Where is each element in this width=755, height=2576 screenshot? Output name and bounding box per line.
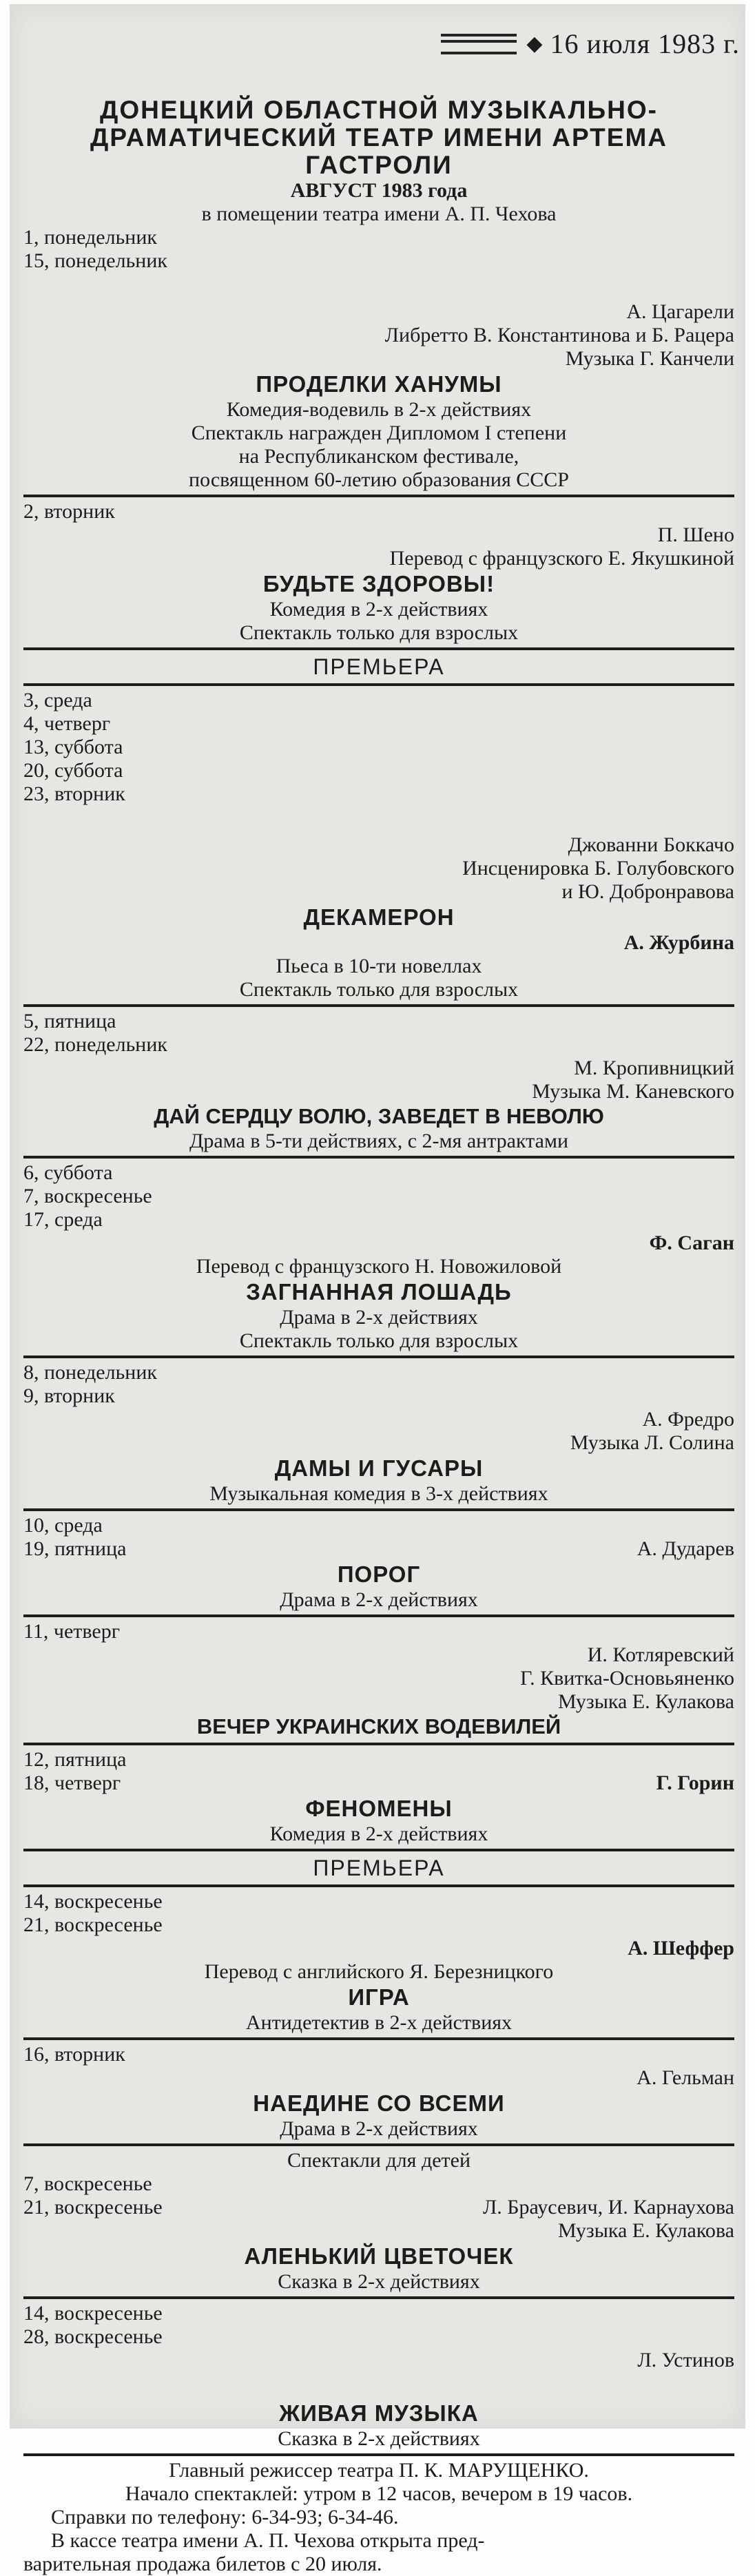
- show-title: ВЕЧЕР УКРАИНСКИХ ВОДЕВИЛЕЙ: [196, 1714, 561, 1738]
- show-author: Джованни Боккачо: [568, 833, 734, 856]
- show-date: 7, воскресенье: [23, 2172, 152, 2195]
- show-author: Л. Браусевич, И. Карнаухова: [482, 2196, 734, 2219]
- show-title: НАЕДИНЕ СО ВСЕМИ: [253, 2090, 505, 2116]
- section-divider: [23, 2143, 734, 2146]
- announcement: [23, 96, 734, 2576]
- show-genre: Комедия в 2-х действиях: [269, 598, 488, 621]
- show-author: А. Фредро: [642, 1408, 734, 1431]
- show-date: 9, вторник: [23, 1384, 115, 1407]
- phone-line: Справки по телефону: 6-34-93; 6-34-46.: [51, 2506, 399, 2528]
- show-date: 3, среда: [23, 689, 92, 711]
- show-author: М. Кропивницкий: [574, 1057, 734, 1079]
- section-divider: [23, 1355, 734, 1358]
- show-music: Музыка Л. Солина: [570, 1431, 734, 1454]
- show-title: ИГРА: [348, 1984, 410, 2010]
- show-date: 21, воскресенье: [23, 2196, 163, 2219]
- show-author: Л. Устинов: [637, 2349, 734, 2371]
- issue-date: 16 июля 1983 г.: [550, 28, 740, 59]
- show-adaptation: и Ю. Добронравова: [561, 880, 734, 903]
- show-author: А. Гельман: [637, 2066, 734, 2089]
- show-title: ПРОДЕЛКИ ХАНУМЫ: [256, 371, 502, 397]
- section-divider: [23, 1849, 734, 1851]
- show-date: 8, понедельник: [23, 1361, 157, 1384]
- show-date: 7, воскресенье: [23, 1185, 152, 1207]
- section-divider: [23, 1743, 734, 1745]
- show-libretto: Либретто В. Константинова и Б. Рацера: [384, 324, 734, 346]
- show-author: Г. Квитка-Основьяненко: [520, 1667, 734, 1690]
- show-author: И. Котляревский: [587, 1643, 734, 1666]
- show-author: А. Дударев: [637, 1537, 734, 1560]
- venue-text: в помещении театра имени А. П. Чехова: [201, 202, 557, 225]
- show-date: 10, среда: [23, 1514, 103, 1537]
- section-divider: [23, 1004, 734, 1007]
- show-author: А. Цагарели: [626, 300, 734, 323]
- show-note: Спектакль только для взрослых: [239, 1329, 519, 1352]
- show-date: 6, суббота: [23, 1161, 113, 1184]
- month-heading: АВГУСТ 1983 года: [290, 179, 468, 202]
- show-music: Музыка Е. Кулакова: [557, 1690, 734, 1713]
- tour-heading: ГАСТРОЛИ: [305, 151, 453, 179]
- theatre-name-line1: ДОНЕЦКИЙ ОБЛАСТНОЙ МУЗЫКАЛЬНО-: [100, 96, 658, 124]
- show-date: 1, понедельник: [23, 226, 157, 249]
- show-date: 18, четверг: [23, 1772, 121, 1794]
- show-title: ФЕНОМЕНЫ: [305, 1796, 453, 1821]
- show-music: Музыка Г. Канчели: [565, 347, 734, 370]
- show-genre: Драма в 5-ти действиях, с 2-мя антрактами: [189, 1130, 569, 1152]
- show-date: 17, среда: [23, 1208, 103, 1231]
- kids-shows-label: Спектакли для детей: [287, 2149, 471, 2172]
- section-divider: [23, 1508, 734, 1511]
- show-title: ПОРОГ: [337, 1561, 421, 1587]
- show-title: БУДЬТЕ ЗДОРОВЫ!: [262, 571, 495, 596]
- show-date: 12, пятница: [23, 1748, 127, 1771]
- section-divider: [23, 1614, 734, 1617]
- show-date: 22, понедельник: [23, 1033, 167, 1056]
- show-title: ЗАГНАННАЯ ЛОШАДЬ: [246, 1279, 512, 1305]
- show-date: 21, воскресенье: [23, 1913, 163, 1936]
- show-date: 16, вторник: [23, 2043, 125, 2066]
- section-divider: [23, 2296, 734, 2299]
- show-date: 23, вторник: [23, 782, 125, 805]
- show-genre: Музыкальная комедия в 3-х действиях: [209, 1482, 548, 1505]
- show-note: на Республиканском фестивале,: [238, 445, 519, 468]
- show-date: 20, суббота: [23, 759, 123, 782]
- show-title: ДАМЫ И ГУСАРЫ: [274, 1455, 484, 1481]
- show-date: 28, воскресенье: [23, 2325, 163, 2348]
- show-title: ЖИВАЯ МУЗЫКА: [279, 2400, 479, 2426]
- section-divider: [23, 683, 734, 686]
- section-divider: [23, 647, 734, 650]
- section-divider: [23, 1156, 734, 1159]
- show-genre: Драма в 2-х действиях: [280, 1588, 478, 1611]
- show-author: А. Шеффер: [628, 1937, 734, 1960]
- show-note: Спектакль только для взрослых: [239, 978, 519, 1001]
- show-date: 15, понедельник: [23, 249, 167, 272]
- show-author: П. Шено: [657, 523, 734, 546]
- show-note: Спектакль награжден Дипломом I степени: [191, 422, 567, 444]
- footer: [23, 2459, 734, 2576]
- section-divider: [23, 2037, 734, 2040]
- show-date: 11, четверг: [23, 1620, 121, 1643]
- show-music: Музыка Е. Кулакова: [557, 2219, 734, 2242]
- section-divider: [23, 495, 734, 497]
- show-genre: Сказка в 2-х действиях: [278, 2270, 480, 2293]
- show-genre: Антидетектив в 2-х действиях: [245, 2011, 513, 2034]
- premiere-label: ПРЕМЬЕРА: [313, 1856, 445, 1880]
- theatre-name-line2: ДРАМАТИЧЕСКИЙ ТЕАТР ИМЕНИ АРТЕМА: [90, 123, 668, 152]
- section-divider: [23, 2453, 734, 2456]
- show-genre: Пьеса в 10-ти новеллах: [276, 955, 482, 977]
- show-translation: Перевод с французского Н. Новожиловой: [196, 1255, 562, 1278]
- show-date: 14, воскресенье: [23, 1890, 163, 1913]
- show-translation: Перевод с английского Я. Березницкого: [204, 1960, 554, 1983]
- show-date: 13, суббота: [23, 736, 123, 758]
- show-author: Ф. Саган: [649, 1232, 734, 1254]
- show-title: ДЕКАМЕРОН: [303, 904, 455, 930]
- date-line: [441, 28, 740, 60]
- show-genre: Драма в 2-х действиях: [280, 1306, 478, 1329]
- director-line: Главный режиссер театра П. К. МАРУЩЕНКО.: [169, 2459, 589, 2482]
- show-genre: Комедия-водевиль в 2-х действиях: [226, 398, 532, 421]
- show-date: 19, пятница: [23, 1537, 127, 1560]
- show-title: ДАЙ СЕРДЦУ ВОЛЮ, ЗАВЕДЕТ В НЕВОЛЮ: [154, 1104, 604, 1128]
- show-title: АЛЕНЬКИЙ ЦВЕТОЧЕК: [244, 2243, 514, 2269]
- show-genre: Комедия в 2-х действиях: [269, 1822, 488, 1845]
- show-music: Музыка М. Каневского: [532, 1080, 734, 1103]
- premiere-label: ПРЕМЬЕРА: [313, 654, 445, 679]
- show-genre: Сказка в 2-х действиях: [278, 2427, 480, 2450]
- ticket-sale-line: варительная продажа билетов с 20 июля.: [23, 2553, 382, 2575]
- diamond-icon: ◆: [526, 32, 544, 55]
- show-date: 2, вторник: [23, 500, 115, 523]
- ticket-sale-line: В кассе театра имени А. П. Чехова открыта пред-: [51, 2529, 485, 2552]
- decorative-rules: [441, 34, 517, 54]
- show-genre: Драма в 2-х действиях: [280, 2117, 478, 2140]
- section-divider: [23, 1884, 734, 1887]
- show-date: 4, четверг: [23, 712, 111, 735]
- show-translation: Перевод с французского Е. Якушкиной: [389, 547, 734, 570]
- show-author: Г. Горин: [656, 1772, 734, 1794]
- show-music: А. Журбина: [623, 931, 734, 954]
- start-time-line: Начало спектаклей: утром в 12 часов, вечером в 19 часов.: [125, 2482, 633, 2505]
- show-note: посвященном 60-летию образования СССР: [189, 468, 569, 491]
- show-date: 14, воскресенье: [23, 2302, 163, 2325]
- show-adaptation: Инсценировка Б. Голубовского: [462, 857, 734, 880]
- show-note: Спектакль только для взрослых: [239, 621, 519, 644]
- show-date: 5, пятница: [23, 1010, 116, 1032]
